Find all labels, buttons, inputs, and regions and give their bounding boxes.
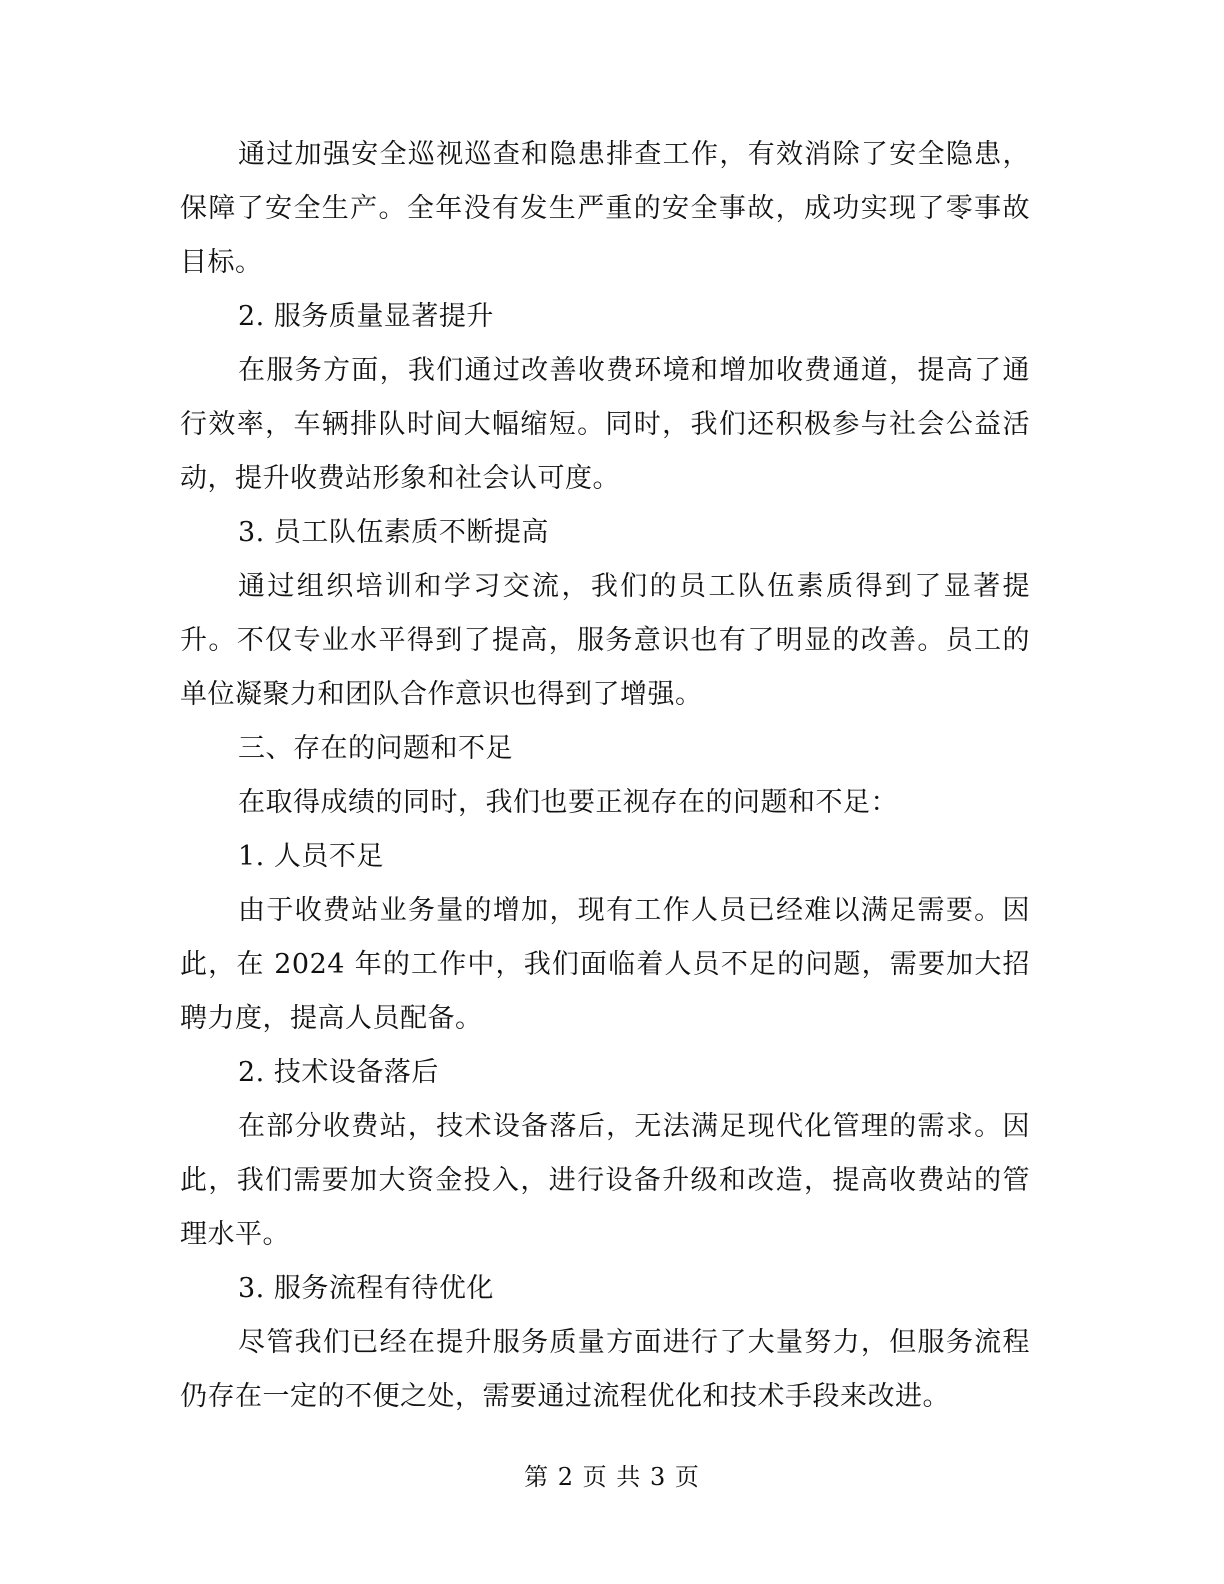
document-body — [180, 128, 1030, 1424]
heading-outdated-equipment: 2. 技术设备落后 — [238, 1057, 439, 1088]
paragraph-outdated-equipment: 在部分收费站，技术设备落后，无法满足现代化管理的需求。因此，我们需要加大资金投入，进行设备升级和改造，提高收费站的管理水平。 — [180, 1111, 1030, 1250]
heading-staff-quality: 3. 员工队伍素质不断提高 — [238, 517, 549, 548]
paragraph-service-quality: 在服务方面，我们通过改善收费环境和增加收费通道，提高了通行效率，车辆排队时间大幅缩短。同时，我们还积极参与社会公益活动，提升收费站形象和社会认可度。 — [180, 355, 1030, 494]
paragraph-staff-shortage: 由于收费站业务量的增加，现有工作人员已经难以满足需要。因此，在 2024 年的工作中，我们面临着人员不足的问题，需要加大招聘力度，提高人员配备。 — [180, 895, 1030, 1034]
paragraph-problems-intro: 在取得成绩的同时，我们也要正视存在的问题和不足： — [238, 787, 898, 818]
heading-service-quality: 2. 服务质量显著提升 — [238, 301, 494, 332]
heading-staff-shortage: 1. 人员不足 — [238, 841, 384, 872]
page-number-footer: 第 2 页 共 3 页 — [524, 1463, 700, 1491]
paragraph-staff-quality: 通过组织培训和学习交流，我们的员工队伍素质得到了显著提升。不仅专业水平得到了提高，服务意识也有了明显的改善。员工的单位凝聚力和团队合作意识也得到了增强。 — [180, 571, 1030, 710]
heading-service-process: 3. 服务流程有待优化 — [238, 1273, 494, 1304]
paragraph-service-process: 尽管我们已经在提升服务质量方面进行了大量努力，但服务流程仍存在一定的不便之处，需要通过流程优化和技术手段来改进。 — [180, 1327, 1030, 1412]
section-heading-problems: 三、存在的问题和不足 — [238, 733, 513, 764]
paragraph-safety-result: 通过加强安全巡视巡查和隐患排查工作，有效消除了安全隐患，保障了安全生产。全年没有发生严重的安全事故，成功实现了零事故目标。 — [180, 139, 1030, 278]
